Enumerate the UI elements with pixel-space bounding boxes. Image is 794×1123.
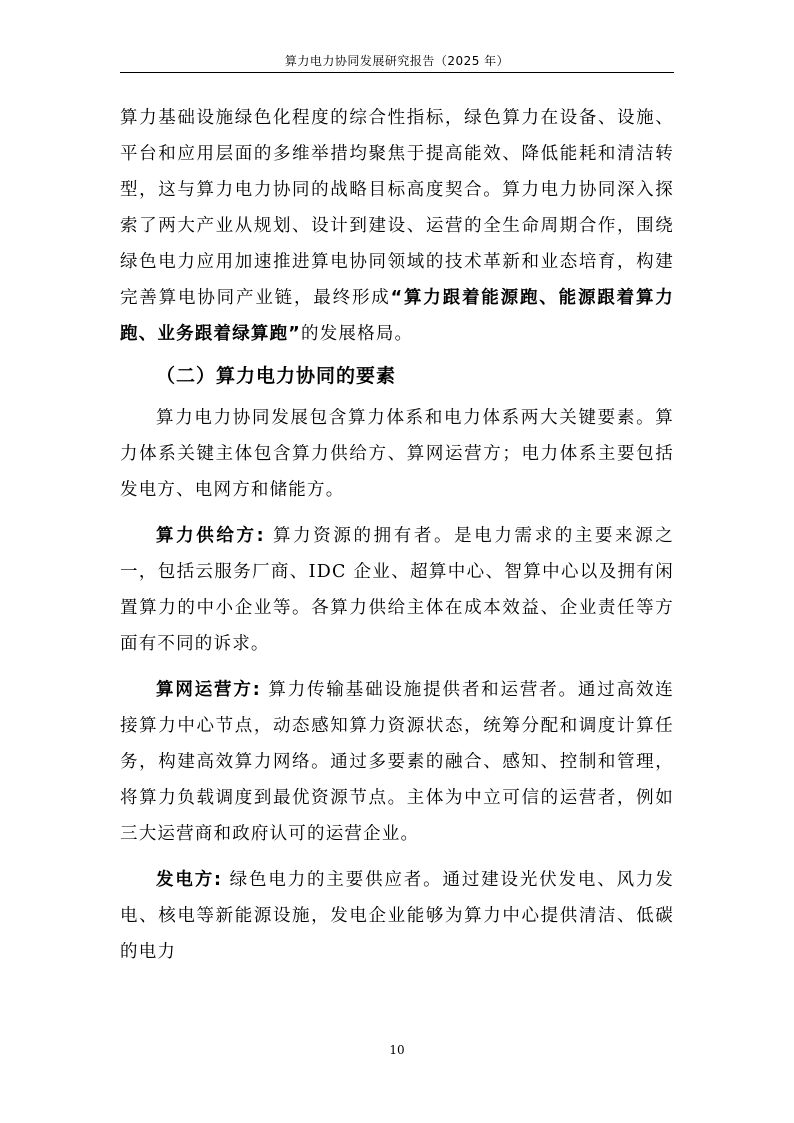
running-header: 算力电力协同发展研究报告（2025 年） bbox=[284, 54, 510, 68]
term-power-generator: 发电方: bbox=[156, 870, 223, 890]
paragraph-text: 算力基础设施绿色化程度的综合性指标，绿色算力在设备、设施、平台和应用层面的多维举措均聚焦于提高能效、降低能耗和清洁转型，这与算力电力协同的战略目标高度契合。算力电力协同深入探索了两大产业从规划、设计到建设、运营的全生命周期合作，围绕绿色电力应用加速推进算电协同领域的技术革新和业态培育，构建完善算电协同产业链，最终形成 bbox=[120, 108, 674, 308]
section-heading: （二）算力电力协同的要素 bbox=[156, 365, 397, 387]
paragraph-green-computing bbox=[120, 100, 674, 352]
definition-power-generator: 绿色电力的主要供应者。通过建设光伏发电、风力发电、核电等新能源设施，发电企业能够为算力中心提供清洁、低碳的电力 bbox=[120, 870, 674, 962]
page-body bbox=[120, 100, 674, 970]
paragraph-network-operator bbox=[120, 672, 674, 852]
definition-network-operator: 算力传输基础设施提供者和运营者。通过高效连接算力中心节点，动态感知算力资源状态，统筹分配和调度计算任务，构建高效算力网络。通过多要素的融合、感知、控制和管理，将算力负载调度到最优资源节点。主体为中立可信的运营者，例如三大运营商和政府认可的运营企业。 bbox=[120, 680, 674, 844]
term-network-operator: 算网运营方: bbox=[156, 680, 261, 700]
paragraph-power-generator bbox=[120, 862, 674, 970]
header-divider bbox=[120, 72, 674, 73]
definition-compute-supplier: 算力资源的拥有者。是电力需求的主要来源之一，包括云服务厂商、IDC 企业、超算中心、智算中心以及拥有闲置算力的中小企业等。各算力供给主体在成本效益、企业责任等方面有不同的诉求。 bbox=[120, 526, 674, 654]
paragraph-compute-supplier bbox=[120, 518, 674, 662]
page-number: 10 bbox=[389, 1043, 405, 1057]
highlighted-quote: “算力跟着能源跑、能源跟着算力跑、业务跟着绿算跑” bbox=[120, 288, 674, 344]
term-compute-supplier: 算力供给方: bbox=[156, 526, 265, 546]
paragraph-intro: 算力电力协同发展包含算力体系和电力体系两大关键要素。算力体系关键主体包含算力供给方、算网运营方；电力体系主要包括发电方、电网方和储能方。 bbox=[120, 408, 674, 500]
paragraph-tail: 的发展格局。 bbox=[301, 324, 414, 344]
